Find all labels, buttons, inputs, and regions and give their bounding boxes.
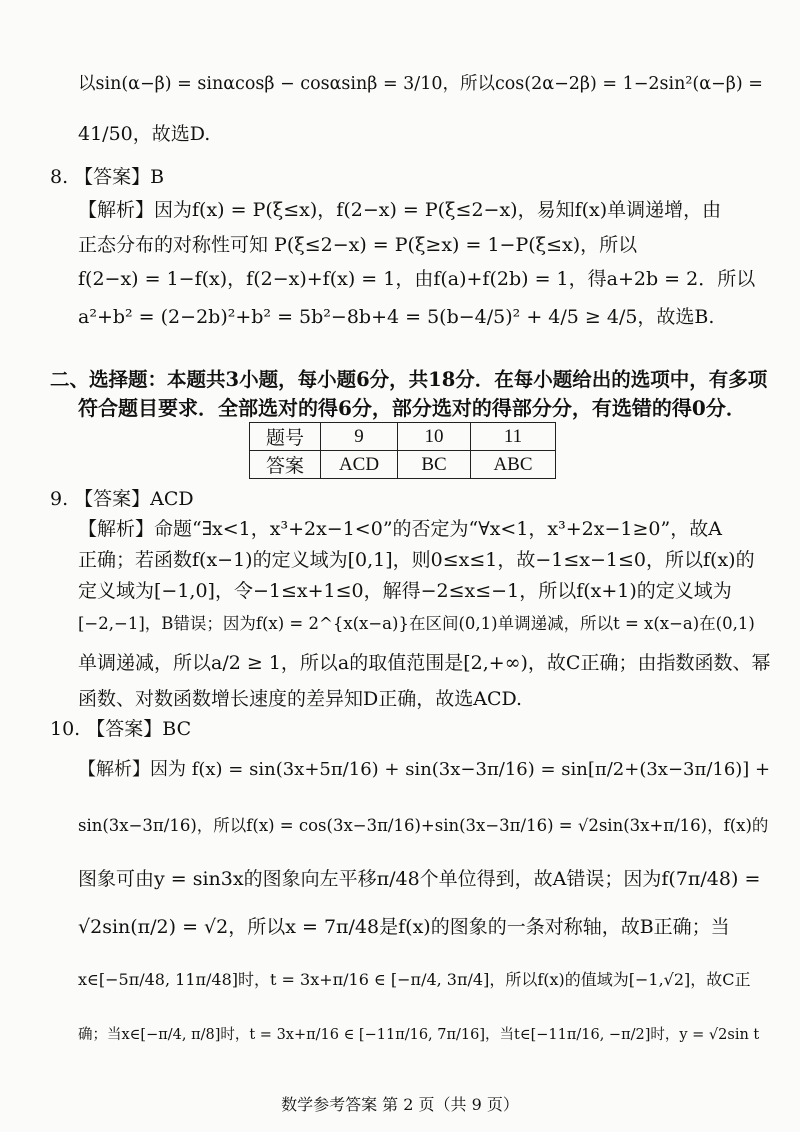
answer-table [249,422,556,479]
text-line: 【解析】因为 f(x) = sin(3x+5π/16) + sin(3x−3π/16) = sin[π/2+(3x−3π/16)] + [78,759,771,780]
text-line: 定义域为[−1,0]，令−1≤x+1≤0，解得−2≤x≤−1，所以f(x+1)的定义域为 [78,580,732,602]
question-8-answer: 8. 【答案】B [50,166,165,188]
text-line: [−2,−1]，B错误；因为f(x) = 2^{x(x−a)}在区间(0,1)单调递减，所以t = x(x−a)在(0,1) [78,614,755,633]
text-line: a²+b² = (2−2b)²+b² = 5b²−8b+4 = 5(b−4/5)² + 4/5 ≥ 4/5，故选B. [78,306,715,328]
text-line: 【解析】因为f(x) = P(ξ≤x)，f(2−x) = P(ξ≤2−x)，易知f(x)单调递增，由 [78,199,722,221]
text-line: sin(3x−3π/16)，所以f(x) = cos(3x−3π/16)+sin(3x−3π/16) = √2sin(3x+π/16)，f(x)的 [78,816,769,835]
text-line: √2sin(π/2) = √2，所以x = 7π/48是f(x)的图象的一条对称轴，故B正确；当 [78,916,730,938]
table-cell: 10 [398,423,471,451]
text-line: 图象可由y = sin3x的图象向左平移π/48个单位得到，故A错误；因为f(7π/48) = [78,868,761,890]
text-line: 【解析】命题“∃x<1，x³+2x−1<0”的否定为“∀x<1，x³+2x−1≥0”，故A [78,518,722,540]
text-line: 41/50，故选D. [78,123,211,145]
table-row [250,423,556,451]
text-line: x∈[−5π/48, 11π/48]时，t = 3x+π/16 ∈ [−π/4, 3π/4]，所以f(x)的值域为[−1,√2]，故C正 [78,970,751,989]
text-line: 函数、对数函数增长速度的差异知D正确，故选ACD. [78,688,523,710]
table-cell: BC [398,451,471,479]
question-10-answer: 10. 【答案】BC [50,718,192,740]
table-row [250,451,556,479]
table-cell: 9 [321,423,398,451]
section-heading: 二、选择题：本题共3小题，每小题6分，共18分．在每小题给出的选项中，有多项 [50,368,768,391]
text-line: 确；当x∈[−π/4, π/8]时，t = 3x+π/16 ∈ [−11π/16, 7π/16]，当t∈[−11π/16, −π/2]时，y = √2sin t [78,1027,760,1043]
text-line: f(2−x) = 1−f(x)，f(2−x)+f(x) = 1，由f(a)+f(2b) = 1，得a+2b = 2．所以 [78,268,756,290]
text-line: 以sin(α−β) = sinαcosβ − cosαsinβ = 3/10，所以cos(2α−2β) = 1−2sin²(α−β) = [78,74,763,94]
table-header-cell: 答案 [250,451,321,479]
section-heading: 符合题目要求．全部选对的得6分，部分选对的得部分分，有选错的得0分． [78,396,746,420]
table-header-cell: 题号 [250,423,321,451]
text-line: 正确；若函数f(x−1)的定义域为[0,1]，则0≤x≤1，故−1≤x−1≤0，所以f(x)的 [78,549,755,571]
table-cell: 11 [471,423,556,451]
text-line: 正态分布的对称性可知 P(ξ≤2−x) = P(ξ≥x) = 1−P(ξ≤x)，所以 [78,234,638,256]
question-9-answer: 9. 【答案】ACD [50,488,194,510]
table-cell: ABC [471,451,556,479]
table-cell: ACD [321,451,398,479]
page-footer: 数学参考答案 第 2 页（共 9 页） [281,1095,519,1114]
text-line: 单调递减，所以a/2 ≥ 1，所以a的取值范围是[2,+∞)，故C正确；由指数函数、幂 [78,652,771,674]
